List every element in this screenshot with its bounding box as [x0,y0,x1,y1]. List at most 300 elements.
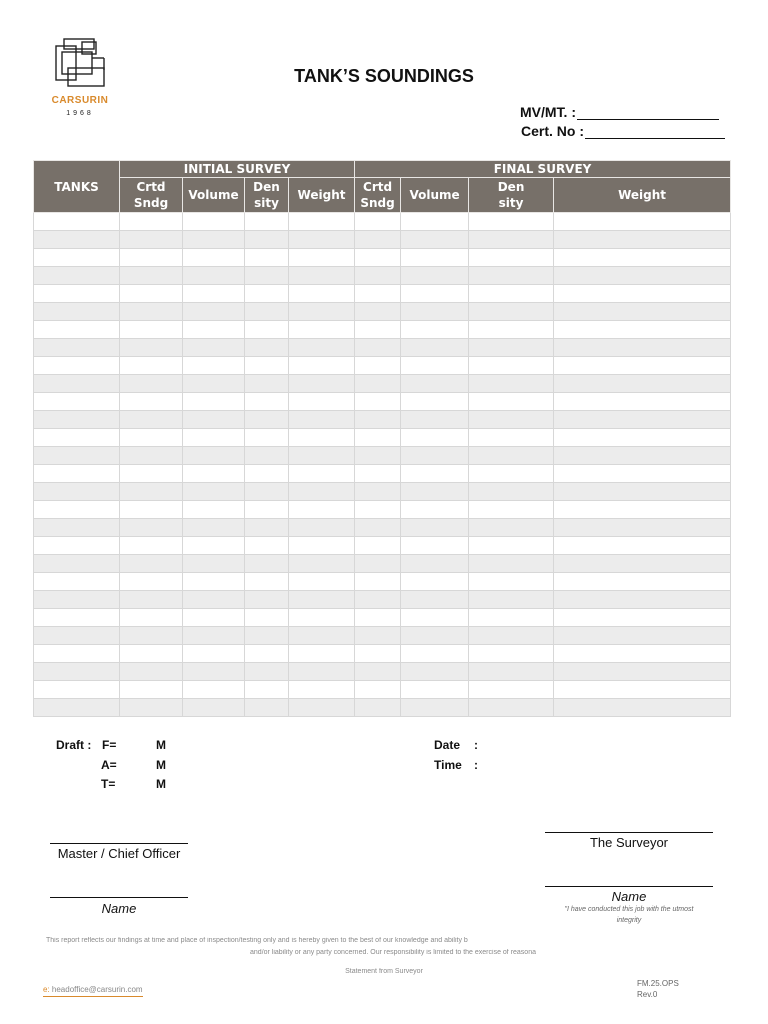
table-cell[interactable] [34,285,120,303]
table-cell[interactable] [554,429,731,447]
table-cell[interactable] [120,375,183,393]
table-cell[interactable] [469,645,554,663]
table-cell[interactable] [469,429,554,447]
table-cell[interactable] [401,321,469,339]
table-cell[interactable] [355,411,401,429]
table-cell[interactable] [401,267,469,285]
table-cell[interactable] [120,357,183,375]
master-name-line[interactable] [50,897,188,898]
table-cell[interactable] [183,339,245,357]
disclaimer-line-1: This report reflects our findings at time and place of inspection/testing only and is hereby given to the best of our knowledge and ability b [46,937,468,944]
table-cell[interactable] [469,627,554,645]
table-cell[interactable] [469,339,554,357]
table-cell[interactable] [34,645,120,663]
draft-t-key: T= [101,777,116,791]
table-cell[interactable] [289,483,355,501]
table-cell[interactable] [554,303,731,321]
table-cell[interactable] [554,321,731,339]
table-cell[interactable] [401,231,469,249]
table-cell[interactable] [183,681,245,699]
table-cell[interactable] [469,375,554,393]
table-cell[interactable] [401,249,469,267]
table-cell[interactable] [120,627,183,645]
table-cell[interactable] [34,537,120,555]
table-cell[interactable] [34,267,120,285]
table-cell[interactable] [289,213,355,231]
table-cell[interactable] [401,609,469,627]
table-cell[interactable] [289,519,355,537]
table-cell[interactable] [245,537,289,555]
table-cell[interactable] [401,555,469,573]
table-cell[interactable] [469,609,554,627]
table-cell[interactable] [469,483,554,501]
table-cell[interactable] [120,573,183,591]
table-cell[interactable] [120,501,183,519]
table-cell[interactable] [355,519,401,537]
table-cell[interactable] [469,573,554,591]
table-cell[interactable] [289,591,355,609]
table-row [34,519,731,537]
cert-input-line[interactable] [585,124,725,139]
table-cell[interactable] [355,447,401,465]
table-cell[interactable] [355,429,401,447]
table-cell[interactable] [469,393,554,411]
table-row [34,321,731,339]
table-cell[interactable] [401,681,469,699]
table-cell[interactable] [120,303,183,321]
table-cell[interactable] [245,483,289,501]
table-cell[interactable] [289,609,355,627]
surveyor-note-2: integrity [616,917,642,924]
table-cell[interactable] [469,663,554,681]
table-body [34,213,731,717]
table-cell[interactable] [183,321,245,339]
table-cell[interactable] [289,645,355,663]
table-cell[interactable] [554,357,731,375]
table-cell[interactable] [554,393,731,411]
table-cell[interactable] [401,303,469,321]
table-row [34,357,731,375]
table-cell[interactable] [245,231,289,249]
table-cell[interactable] [245,573,289,591]
table-cell[interactable] [34,321,120,339]
draft-f-key: F= [102,738,117,752]
soundings-table [33,160,731,717]
table-cell[interactable] [245,267,289,285]
table-cell[interactable] [120,429,183,447]
table-cell[interactable] [355,249,401,267]
table-cell[interactable] [469,213,554,231]
table-cell[interactable] [469,699,554,717]
table-row [34,555,731,573]
header-initial-survey: INITIAL SURVEY [120,161,355,178]
table-cell[interactable] [34,699,120,717]
table-cell[interactable] [469,267,554,285]
table-cell[interactable] [401,663,469,681]
table-cell[interactable] [183,645,245,663]
table-cell[interactable] [289,339,355,357]
table-cell[interactable] [289,681,355,699]
table-cell[interactable] [469,537,554,555]
table-cell[interactable] [245,501,289,519]
table-cell[interactable] [34,213,120,231]
table-cell[interactable] [120,447,183,465]
table-cell[interactable] [469,591,554,609]
table-cell[interactable] [120,609,183,627]
table-cell[interactable] [401,627,469,645]
table-cell[interactable] [183,519,245,537]
table-cell[interactable] [289,375,355,393]
table-cell[interactable] [469,231,554,249]
table-cell[interactable] [183,537,245,555]
table-cell[interactable] [245,303,289,321]
table-cell[interactable] [554,663,731,681]
surveyor-name-label: Name [611,889,647,904]
table-cell[interactable] [183,591,245,609]
table-cell[interactable] [289,663,355,681]
table-cell[interactable] [245,591,289,609]
table-cell[interactable] [120,483,183,501]
table-cell[interactable] [554,681,731,699]
table-cell[interactable] [355,303,401,321]
table-cell[interactable] [469,501,554,519]
email-prefix: e: [43,985,50,994]
table-cell[interactable] [120,285,183,303]
table-cell[interactable] [120,699,183,717]
table-cell[interactable] [469,555,554,573]
table-cell[interactable] [554,339,731,357]
table-cell[interactable] [469,519,554,537]
table-cell[interactable] [401,285,469,303]
table-cell[interactable] [183,573,245,591]
table-cell[interactable] [289,537,355,555]
table-cell[interactable] [355,627,401,645]
table-cell[interactable] [183,393,245,411]
table-cell[interactable] [183,465,245,483]
table-cell[interactable] [183,303,245,321]
table-cell[interactable] [183,357,245,375]
table-cell[interactable] [401,411,469,429]
revision: Rev.0 [637,990,658,999]
table-cell[interactable] [183,411,245,429]
table-cell[interactable] [120,249,183,267]
footer-email[interactable] [43,985,143,997]
vessel-label: MV/MT. : [520,104,576,120]
table-cell[interactable] [245,321,289,339]
table-row [34,375,731,393]
table-cell[interactable] [355,555,401,573]
table-cell[interactable] [401,645,469,663]
table-cell[interactable] [289,411,355,429]
table-cell[interactable] [245,249,289,267]
table-cell[interactable] [34,609,120,627]
table-cell[interactable] [34,447,120,465]
table-cell[interactable] [401,213,469,231]
table-cell[interactable] [120,645,183,663]
table-cell[interactable] [245,519,289,537]
table-cell[interactable] [34,393,120,411]
table-cell[interactable] [245,393,289,411]
table-cell[interactable] [34,663,120,681]
table-row [34,591,731,609]
table-cell[interactable] [183,483,245,501]
table-cell[interactable] [34,411,120,429]
table-cell[interactable] [289,249,355,267]
table-cell[interactable] [34,249,120,267]
table-cell[interactable] [401,375,469,393]
table-cell[interactable] [245,681,289,699]
logo-name: CARSURIN [51,95,109,106]
table-cell[interactable] [34,555,120,573]
table-row [34,537,731,555]
table-cell[interactable] [355,321,401,339]
table-cell[interactable] [401,447,469,465]
surveyor-label: The Surveyor [589,835,669,850]
table-cell[interactable] [355,663,401,681]
table-cell[interactable] [183,249,245,267]
table-cell[interactable] [289,573,355,591]
table-row [34,681,731,699]
table-cell[interactable] [554,267,731,285]
table-cell[interactable] [554,465,731,483]
table-cell[interactable] [401,519,469,537]
table-cell[interactable] [554,411,731,429]
table-cell[interactable] [554,645,731,663]
table-cell[interactable] [245,357,289,375]
table-cell[interactable] [289,555,355,573]
table-cell[interactable] [34,357,120,375]
table-row [34,213,731,231]
table-cell[interactable] [401,483,469,501]
table-cell[interactable] [120,267,183,285]
table-cell[interactable] [554,231,731,249]
table-cell[interactable] [289,447,355,465]
table-cell[interactable] [554,537,731,555]
table-cell[interactable] [554,699,731,717]
table-cell[interactable] [120,555,183,573]
table-cell[interactable] [401,699,469,717]
table-cell[interactable] [120,519,183,537]
table-cell[interactable] [355,357,401,375]
table-cell[interactable] [183,267,245,285]
table-cell[interactable] [183,699,245,717]
table-cell[interactable] [245,285,289,303]
table-cell[interactable] [355,267,401,285]
table-cell[interactable] [355,483,401,501]
table-cell[interactable] [245,699,289,717]
table-cell[interactable] [355,465,401,483]
table-cell[interactable] [355,591,401,609]
table-cell[interactable] [34,501,120,519]
table-cell[interactable] [245,339,289,357]
table-cell[interactable] [469,303,554,321]
surveyor-name-line[interactable] [545,886,713,887]
table-cell[interactable] [355,375,401,393]
disclaimer-line-2: and/or liability or any party concerned. Our responsibility is limited to the exercise of reasona [250,949,536,956]
table-cell[interactable] [245,465,289,483]
vessel-field[interactable] [520,104,719,120]
table-cell[interactable] [120,411,183,429]
cert-field[interactable] [521,123,725,139]
table-cell[interactable] [355,501,401,519]
table-cell[interactable] [183,285,245,303]
table-row [34,231,731,249]
table-cell[interactable] [401,573,469,591]
table-cell[interactable] [289,699,355,717]
surveyor-signature-line[interactable] [545,832,713,833]
table-cell[interactable] [183,231,245,249]
table-cell[interactable] [245,609,289,627]
table-cell[interactable] [554,519,731,537]
table-cell[interactable] [554,627,731,645]
table-cell[interactable] [554,483,731,501]
table-cell[interactable] [355,231,401,249]
table-cell[interactable] [245,411,289,429]
master-name-label: Name [101,901,137,916]
table-cell[interactable] [120,681,183,699]
table-row [34,483,731,501]
table-cell[interactable] [34,465,120,483]
table-cell[interactable] [554,249,731,267]
draft-f-unit: M [156,738,166,752]
table-cell[interactable] [355,645,401,663]
table-cell[interactable] [401,591,469,609]
table-cell[interactable] [34,627,120,645]
table-cell[interactable] [401,501,469,519]
table-cell[interactable] [401,429,469,447]
table-cell[interactable] [469,357,554,375]
table-cell[interactable] [554,573,731,591]
table-cell[interactable] [401,465,469,483]
table-cell[interactable] [289,429,355,447]
table-cell[interactable] [554,609,731,627]
table-cell[interactable] [401,339,469,357]
table-cell[interactable] [469,465,554,483]
table-cell[interactable] [183,609,245,627]
table-cell[interactable] [245,627,289,645]
table-cell[interactable] [289,321,355,339]
table-cell[interactable] [183,627,245,645]
table-cell[interactable] [554,285,731,303]
table-cell[interactable] [34,375,120,393]
table-cell[interactable] [469,681,554,699]
table-cell[interactable] [469,321,554,339]
table-row [34,267,731,285]
table-cell[interactable] [289,465,355,483]
header-final-crtd-sndg: Crtd Sndg [355,178,401,213]
draft-a-key: A= [101,758,117,772]
table-row [34,501,731,519]
table-cell[interactable] [120,591,183,609]
table-cell[interactable] [245,213,289,231]
table-cell[interactable] [245,645,289,663]
table-cell[interactable] [245,555,289,573]
table-row [34,411,731,429]
table-cell[interactable] [355,213,401,231]
table-cell[interactable] [183,501,245,519]
header-final-survey: FINAL SURVEY [355,161,731,178]
table-cell[interactable] [469,285,554,303]
header-initial-crtd-sndg: Crtd Sndg [120,178,183,213]
table-cell[interactable] [355,285,401,303]
table-cell[interactable] [245,447,289,465]
table-cell[interactable] [554,447,731,465]
table-cell[interactable] [120,663,183,681]
table-cell[interactable] [289,285,355,303]
table-cell[interactable] [34,519,120,537]
table-cell[interactable] [355,699,401,717]
table-cell[interactable] [554,213,731,231]
table-cell[interactable] [355,339,401,357]
table-cell[interactable] [289,267,355,285]
table-cell[interactable] [355,681,401,699]
table-cell[interactable] [120,213,183,231]
table-cell[interactable] [355,573,401,591]
email-address[interactable]: headoffice@carsurin.com [51,985,143,994]
table-cell[interactable] [120,231,183,249]
table-cell[interactable] [183,429,245,447]
table-cell[interactable] [469,447,554,465]
table-cell[interactable] [401,537,469,555]
table-cell[interactable] [245,663,289,681]
table-cell[interactable] [554,375,731,393]
table-cell[interactable] [289,357,355,375]
table-cell[interactable] [289,627,355,645]
table-cell[interactable] [120,321,183,339]
table-cell[interactable] [183,447,245,465]
table-cell[interactable] [120,537,183,555]
table-cell[interactable] [355,393,401,411]
vessel-input-line[interactable] [577,105,719,120]
table-cell[interactable] [120,465,183,483]
table-cell[interactable] [554,501,731,519]
table-cell[interactable] [34,681,120,699]
header-initial-volume: Volume [183,178,245,213]
table-cell[interactable] [34,303,120,321]
table-cell[interactable] [554,591,731,609]
table-cell[interactable] [183,663,245,681]
table-cell[interactable] [34,591,120,609]
table-cell[interactable] [120,339,183,357]
master-signature-line[interactable] [50,843,188,844]
table-cell[interactable] [120,393,183,411]
table-cell[interactable] [34,231,120,249]
table-cell[interactable] [183,375,245,393]
table-cell[interactable] [183,555,245,573]
header-final-weight: Weight [554,178,731,213]
table-cell[interactable] [34,483,120,501]
table-cell[interactable] [245,429,289,447]
statement-from-surveyor: Statement from Surveyor [345,968,423,975]
table-cell[interactable] [289,231,355,249]
table-cell[interactable] [355,609,401,627]
table-cell[interactable] [289,501,355,519]
table-row [34,285,731,303]
table-cell[interactable] [401,393,469,411]
table-cell[interactable] [289,393,355,411]
table-cell[interactable] [245,375,289,393]
table-cell[interactable] [34,429,120,447]
table-cell[interactable] [469,411,554,429]
table-cell[interactable] [183,213,245,231]
table-cell[interactable] [355,537,401,555]
table-cell[interactable] [469,249,554,267]
table-cell[interactable] [34,339,120,357]
table-cell[interactable] [401,357,469,375]
table-cell[interactable] [554,555,731,573]
table-cell[interactable] [289,303,355,321]
table-cell[interactable] [34,573,120,591]
